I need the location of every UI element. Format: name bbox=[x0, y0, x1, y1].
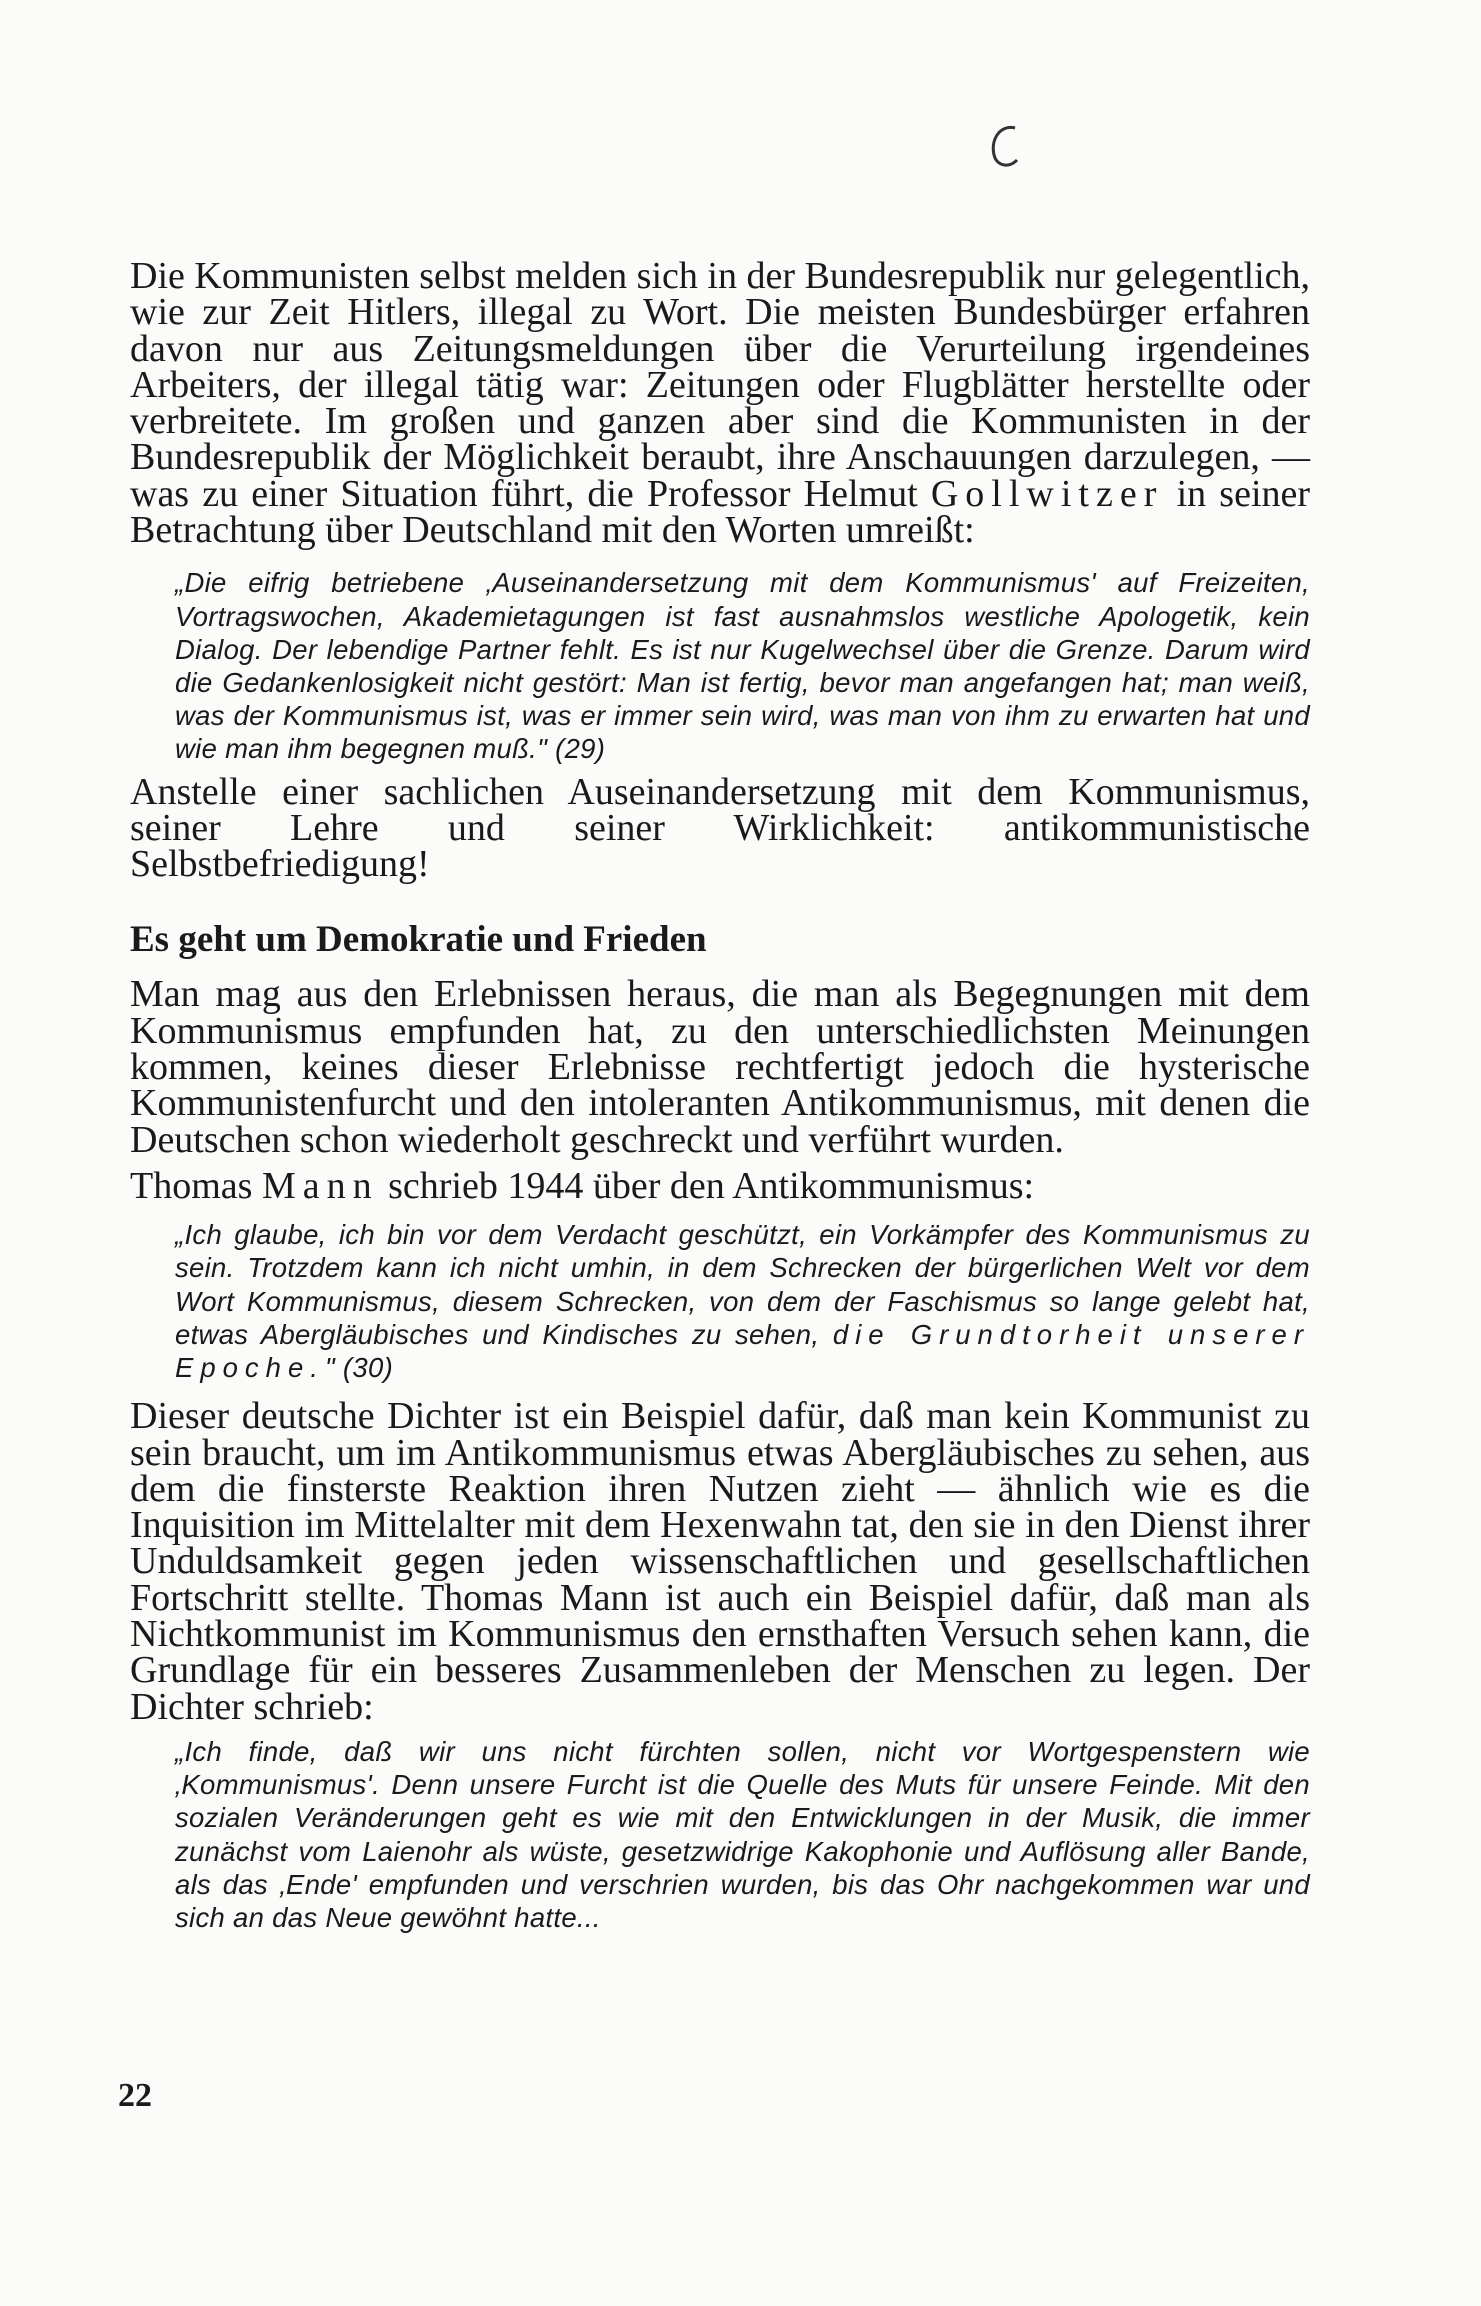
thomas-mann-first: Thomas bbox=[130, 1164, 253, 1207]
quote-mann-1-emphasis: die Grundtorheit unserer Epoche. bbox=[175, 1318, 1310, 1384]
quote-mann-1-text: „Ich glaube, ich bin vor dem Verdacht geschützt, ein Vorkämpfer des Kommunismus zu sein. Trotzdem kann ich nicht umhin, in dem Schrecken der bürgerlichen Welt vor dem Wort Kommunismus, diesem Schrecken, von dem der Faschismus so lange gelebt hat, etwas Abergläubisches und Kindisches zu sehen, bbox=[175, 1219, 1310, 1350]
paragraph-intro-text: Die Kommunisten selbst melden sich in der Bundesrepublik nur gelegentlich, wie zur Zeit Hitlers, illegal zu Wort. Die meisten Bundesbürger erfahren davon nur aus Zeitungsmeldungen über die Verurteilung irgendeines Arbeiters, der illegal tätig war: Zeitungen oder Flugblätter herstellte oder verbreitete. Im großen und ganzen aber sind die Kommunisten in der Bundesrepublik der Möglichkeit beraubt, ihre Anschauungen darzulegen, — was zu einer Situation führt, die Professor Helmut bbox=[130, 255, 1310, 515]
quote-mann-1-citation: " (30) bbox=[324, 1352, 394, 1384]
quote-thomas-mann-1 bbox=[130, 1218, 1310, 1384]
author-name-gollwitzer: Gollwitzer bbox=[930, 472, 1164, 515]
paragraph-thomas-mann-intro bbox=[130, 1164, 1310, 1207]
thomas-mann-intro-end: schrieb 1944 über den Antikommunismus: bbox=[388, 1164, 1035, 1207]
page-number: 22 bbox=[118, 2077, 152, 2114]
paragraph-example: Dieser deutsche Dichter ist ein Beispiel dafür, daß man kein Kommunist zu sein braucht, um im Antikommunismus etwas Abergläubisches zu sehen, aus dem die finsterste Reaktion ihren Nutzen zieht — ähnlich wie es die Inquisition im Mittelalter mit dem Hexenwahn tat, den sie in den Dienst ihrer Unduldsamkeit gegen jeden wissenschaftlichen und gesellschaftlichen Fortschritt stellte. Thomas Mann ist auch ein Beispiel dafür, daß man als Nichtkommunist im Kommunismus den ernsthaften Versuch sehen kann, die Grundlage für ein besseres Zusammenleben der Menschen zu legen. Der Dichter schrieb: bbox=[130, 1395, 1310, 1728]
section-heading: Es geht um Demokratie und Frieden bbox=[130, 919, 707, 961]
paragraph-intro bbox=[130, 255, 1311, 552]
pencil-mark bbox=[985, 120, 1027, 176]
thomas-mann-last: Mann bbox=[261, 1164, 379, 1207]
quote-gollwitzer: „Die eifrig betriebene ‚Auseinandersetzung mit dem Kommunismus' auf Freizeiten, Vortragswochen, Akademietagungen ist fast ausnahmslos westliche Apologetik, kein Dialog. Der lebendige Partner fehlt. Es ist nur Kugelwechsel über die Grenze. Darum wird die Gedankenlosigkeit nicht gestört: Man ist fertig, bevor man angefangen hat; man weiß, was der Kommunismus ist, was er immer sein wird, was man von ihm zu erwarten hat und wie man ihm begegnen muß." (29) bbox=[175, 567, 1310, 765]
paragraph-intro-end: in seiner Betrachtung über Deutschland mit den Worten umreißt: bbox=[130, 472, 1311, 552]
quote-thomas-mann-2: „Ich finde, daß wir uns nicht fürchten sollen, nicht vor Wortgespenstern wie ‚Kommunismus'. Denn unsere Furcht ist die Quelle des Muts für unsere Feinde. Mit den sozialen Veränderungen geht es wie mit den Entwicklungen in der Musik, die immer zunächst vom Laienohr als wüste, gesetzwidrige Kakophonie und Auflösung aller Bande, als das ‚Ende' empfunden und verschrien wurden, bis das Ohr nachgekommen war und sich an das Neue gewöhnt hatte... bbox=[175, 1735, 1310, 1933]
body-text bbox=[130, 255, 1311, 1934]
paragraph-democracy: Man mag aus den Erlebnissen heraus, die man als Begegnungen mit dem Kommunismus empfunden hat, zu den unterschiedlichsten Meinungen kommen, keines dieser Erlebnisse rechtfertigt jedoch die hysterische Kommunistenfurcht und den intoleranten Antikommunismus, mit denen die Deutschen schon wiederholt geschreckt und verführt wurden. bbox=[130, 973, 1310, 1161]
paragraph-conclusion: Anstelle einer sachlichen Auseinandersetzung mit dem Kommunismus, seiner Lehre und seiner Wirklichkeit: antikommunistische Selbstbefriedigung! bbox=[130, 770, 1310, 886]
